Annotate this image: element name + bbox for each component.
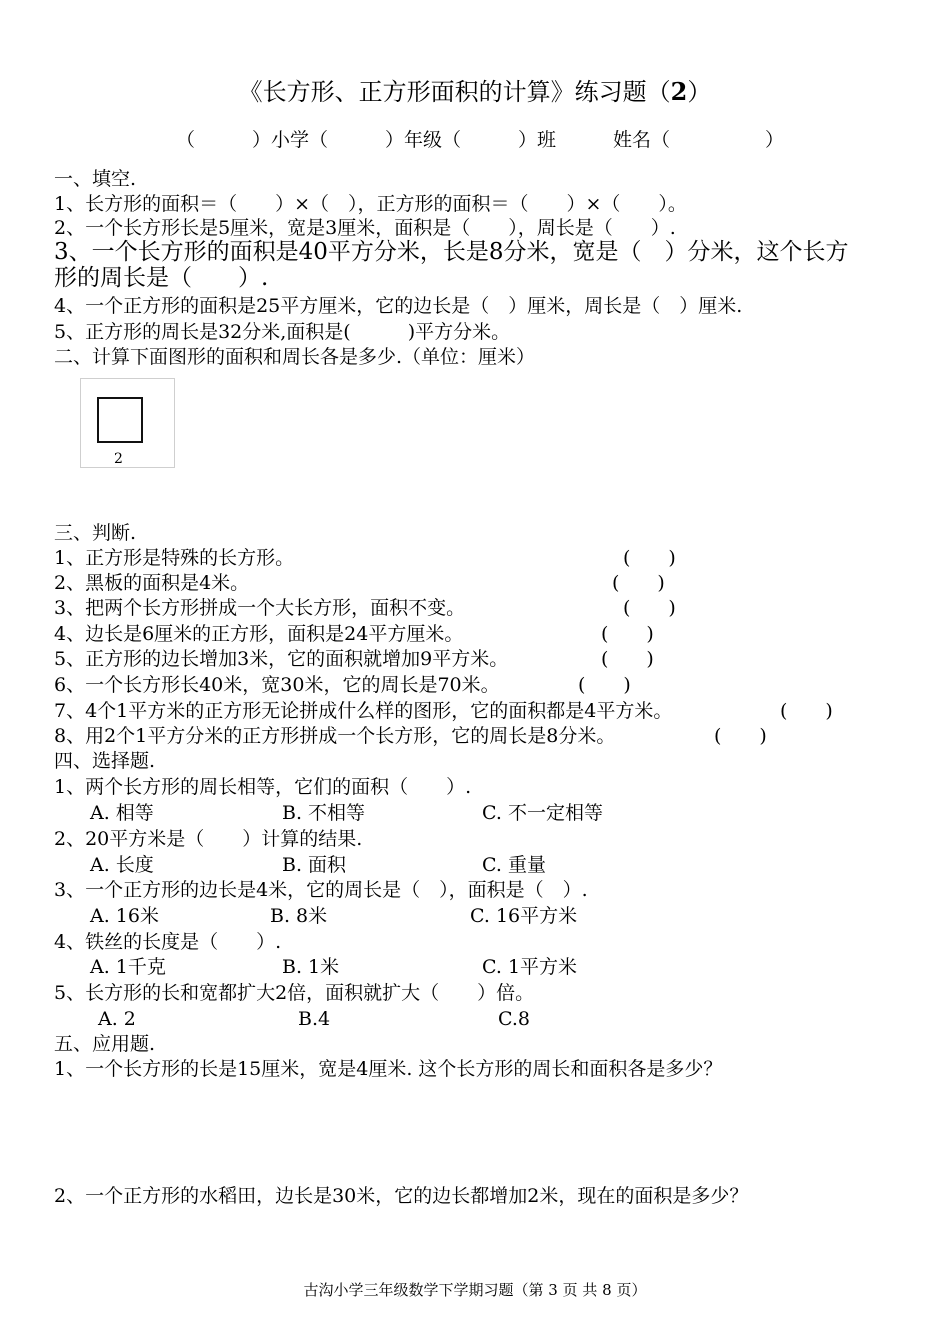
judge-item-5-text: 5、正方形的边长增加3米，它的面积就增加9平方米。 (54, 648, 509, 670)
section-5-heading: 五、应用题. (54, 1033, 156, 1055)
worksheet-title: 《长方形、正方形面积的计算》练习题（2） (238, 77, 712, 106)
student-info-line: （ ）小学（ ）年级（ ）班 姓名（ ） (176, 129, 785, 151)
fill-question-3-line-1: 3、一个长方形的面积是40平方分米，长是8分米，宽是（ ）分米，这个长方 (54, 239, 849, 265)
fill-question-3-line-2: 形的周长是（ ）. (54, 265, 269, 291)
choice-1-option-a: A. 相等 (90, 802, 154, 824)
section-2-heading: 二、计算下面图形的面积和周长各是多少.（单位：厘米） (54, 346, 536, 368)
choice-5-option-a: A. 2 (98, 1008, 136, 1030)
choice-1-option-b: B. 不相等 (282, 802, 366, 824)
choice-5-option-c: C.8 (498, 1008, 530, 1030)
choice-2-option-b: B. 面积 (282, 854, 347, 876)
fill-question-5: 5、正方形的周长是32分米,面积是( )平方分米。 (54, 321, 511, 343)
judge-item-8-paren: ( ) (714, 725, 767, 747)
judge-item-6-paren: ( ) (578, 674, 631, 696)
judge-item-7-text: 7、4个1平方米的正方形无论拼成什么样的图形，它的面积都是4平方米。 (54, 700, 673, 722)
choice-4-option-c: C. 1平方米 (482, 956, 578, 978)
judge-item-2-text: 2、黑板的面积是4米。 (54, 572, 250, 594)
judge-item-2-paren: ( ) (612, 572, 665, 594)
choice-question-2: 2、20平方米是（ ）计算的结果. (54, 828, 363, 850)
choice-question-4: 4、铁丝的长度是（ ）. (54, 931, 282, 953)
choice-1-option-c: C. 不一定相等 (482, 802, 603, 824)
judge-item-7-paren: ( ) (780, 700, 833, 722)
fill-question-1: 1、长方形的面积＝（ ）×（ ），正方形的面积＝（ ）×（ ）。 (54, 193, 687, 215)
judge-item-4-paren: ( ) (601, 623, 654, 645)
square-figure (80, 378, 175, 468)
choice-4-option-b: B. 1米 (282, 956, 340, 978)
section-1-heading: 一、填空. (54, 168, 137, 190)
judge-item-1-text: 1、正方形是特殊的长方形。 (54, 547, 295, 569)
judge-item-8-text: 8、用2个1平方分米的正方形拼成一个长方形，它的周长是8分米。 (54, 725, 616, 747)
choice-3-option-b: B. 8米 (270, 905, 328, 927)
choice-2-option-a: A. 长度 (90, 854, 154, 876)
choice-4-option-a: A. 1千克 (90, 956, 166, 978)
fill-question-2: 2、一个长方形长是5厘米，宽是3厘米，面积是（ ），周长是（ ）. (54, 217, 676, 239)
judge-item-3-text: 3、把两个长方形拼成一个大长方形，面积不变。 (54, 597, 466, 619)
judge-item-5-paren: ( ) (601, 648, 654, 670)
judge-item-1-paren: ( ) (623, 547, 676, 569)
choice-3-option-a: A. 16米 (90, 905, 159, 927)
page-footer: 古沟小学三年级数学下学期习题（第 3 页 共 8 页） (303, 1281, 647, 1299)
section-4-heading: 四、选择题. (54, 750, 156, 772)
judge-item-4-text: 4、边长是6厘米的正方形，面积是24平方厘米。 (54, 623, 464, 645)
square-shape (97, 397, 143, 443)
choice-3-option-c: C. 16平方米 (470, 905, 578, 927)
choice-question-3: 3、一个正方形的边长是4米，它的周长是（ ），面积是（ ）. (54, 879, 588, 901)
choice-question-1: 1、两个长方形的周长相等，它们的面积（ ）. (54, 776, 472, 798)
application-question-2: 2、一个正方形的水稻田，边长是30米，它的边长都增加2米，现在的面积是多少？ (54, 1185, 749, 1207)
application-question-1: 1、一个长方形的长是15厘米，宽是4厘米. 这个长方形的周长和面积各是多少？ (54, 1058, 723, 1080)
section-3-heading: 三、判断. (54, 522, 137, 544)
square-side-label: 2 (114, 451, 123, 467)
choice-5-option-b: B.4 (298, 1008, 331, 1030)
fill-question-4: 4、一个正方形的面积是25平方厘米，它的边长是（ ）厘米，周长是（ ）厘米. (54, 295, 743, 317)
judge-item-3-paren: ( ) (623, 597, 676, 619)
choice-question-5: 5、长方形的长和宽都扩大2倍，面积就扩大（ ）倍。 (54, 982, 535, 1004)
choice-2-option-c: C. 重量 (482, 854, 546, 876)
judge-item-6-text: 6、一个长方形长40米，宽30米，它的周长是70米。 (54, 674, 500, 696)
